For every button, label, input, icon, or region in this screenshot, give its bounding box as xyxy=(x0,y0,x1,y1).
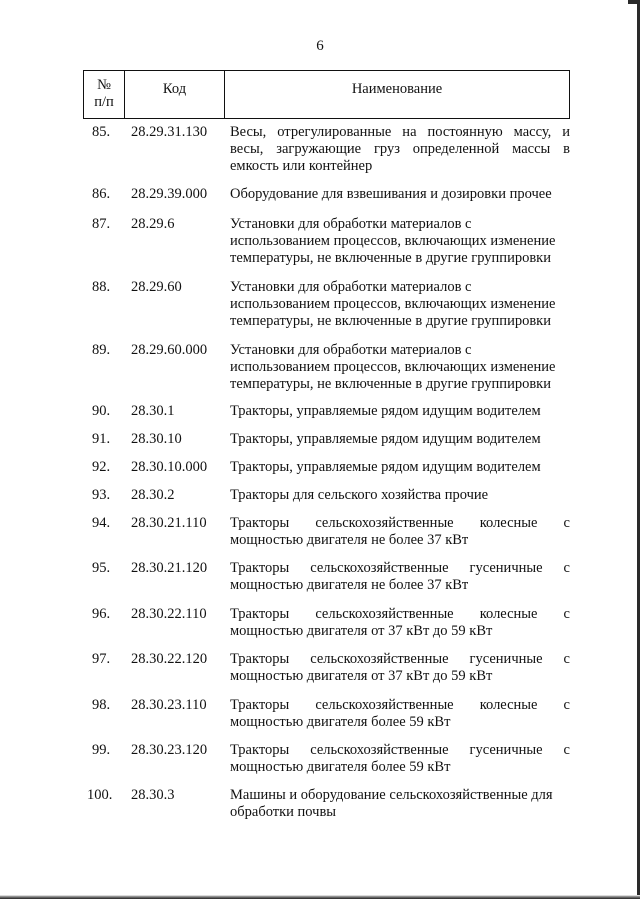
row-name-line: Установки для обработки материалов с xyxy=(230,216,472,232)
row-number: 98. xyxy=(92,697,111,713)
scan-edge-corner xyxy=(628,0,640,4)
row-name-line: мощностью двигателя от 37 кВт до 59 кВт xyxy=(230,668,493,684)
page-number: 6 xyxy=(316,38,324,54)
row-name-line: использованием процессов, включающих изменение xyxy=(230,233,556,249)
table-row xyxy=(0,651,640,685)
table-row xyxy=(0,697,640,731)
header-num xyxy=(84,71,125,118)
row-name xyxy=(230,606,570,640)
row-name xyxy=(230,651,570,685)
row-code: 28.30.21.120 xyxy=(131,560,208,576)
table-row xyxy=(0,279,640,330)
row-name xyxy=(230,216,570,267)
row-number: 95. xyxy=(92,560,111,576)
row-code: 28.30.1 xyxy=(131,403,175,419)
row-code: 28.29.60 xyxy=(131,279,182,295)
row-name-line: мощностью двигателя от 37 кВт до 59 кВт xyxy=(230,623,493,639)
row-name-line: Тракторы для сельского хозяйства прочие xyxy=(230,487,489,503)
table-row xyxy=(0,515,640,549)
row-name-line: Тракторы сельскохозяйственные гусеничные с xyxy=(230,560,570,576)
row-number: 100. xyxy=(87,787,113,803)
row-number: 93. xyxy=(92,487,111,503)
row-number: 94. xyxy=(92,515,111,531)
row-name-line: Весы, отрегулированные на постоянную массу, и xyxy=(230,124,570,140)
row-name-line: Тракторы сельскохозяйственные гусеничные с xyxy=(230,651,570,667)
table-row xyxy=(0,342,640,393)
row-name xyxy=(230,279,570,330)
row-code: 28.30.23.120 xyxy=(131,742,208,758)
row-name xyxy=(230,124,570,175)
table-row xyxy=(0,124,640,175)
row-number: 89. xyxy=(92,342,111,358)
row-number: 97. xyxy=(92,651,111,667)
row-name-line: температуры, не включенные в другие группировки xyxy=(230,313,551,329)
row-name xyxy=(230,342,570,393)
table-row xyxy=(0,606,640,640)
row-name-line: температуры, не включенные в другие группировки xyxy=(230,250,551,266)
row-name-line: мощностью двигателя не более 37 кВт xyxy=(230,577,469,593)
row-name-line: весы, загружающие груз определенной массы в xyxy=(230,141,570,157)
row-name xyxy=(230,487,570,504)
scan-edge-bottom xyxy=(0,895,640,899)
row-number: 92. xyxy=(92,459,111,475)
row-name-line: Установки для обработки материалов с xyxy=(230,279,472,295)
row-code: 28.29.60.000 xyxy=(131,342,208,358)
row-number: 88. xyxy=(92,279,111,295)
row-code: 28.30.2 xyxy=(131,487,175,503)
row-code: 28.30.10.000 xyxy=(131,459,208,475)
table-row xyxy=(0,403,640,420)
row-name-line: Тракторы сельскохозяйственные гусеничные с xyxy=(230,742,570,758)
row-name-line: емкость или контейнер xyxy=(230,158,373,174)
row-number: 90. xyxy=(92,403,111,419)
row-name-line: мощностью двигателя не более 37 кВт xyxy=(230,532,469,548)
row-name xyxy=(230,515,570,549)
row-name xyxy=(230,431,570,448)
row-code: 28.29.31.130 xyxy=(131,124,208,140)
row-code: 28.29.39.000 xyxy=(131,186,208,202)
row-code: 28.30.10 xyxy=(131,431,182,447)
header-num-part: № xyxy=(97,77,111,93)
header-code: Код xyxy=(125,71,225,118)
table-row xyxy=(0,487,640,504)
row-name-line: мощностью двигателя более 59 кВт xyxy=(230,714,451,730)
row-number: 91. xyxy=(92,431,111,447)
row-name xyxy=(230,697,570,731)
row-name-line: Тракторы, управляемые рядом идущим водителем xyxy=(230,459,541,475)
table-row xyxy=(0,560,640,594)
table-row xyxy=(0,186,640,203)
row-name xyxy=(230,459,570,476)
row-name-line: обработки почвы xyxy=(230,804,337,820)
row-name-line: мощностью двигателя более 59 кВт xyxy=(230,759,451,775)
row-name-line: Тракторы, управляемые рядом идущим водителем xyxy=(230,403,541,419)
header-num-part: п/п xyxy=(94,94,114,110)
row-name-line: Тракторы сельскохозяйственные колесные с xyxy=(230,606,570,622)
row-name xyxy=(230,560,570,594)
row-name xyxy=(230,787,570,821)
row-name-line: Оборудование для взвешивания и дозировки прочее xyxy=(230,186,552,202)
header-name: Наименование xyxy=(351,81,443,97)
table-header xyxy=(83,70,570,119)
row-number: 85. xyxy=(92,124,111,140)
row-name xyxy=(230,186,570,203)
row-name-line: Тракторы, управляемые рядом идущим водителем xyxy=(230,431,541,447)
row-number: 86. xyxy=(92,186,111,202)
row-code: 28.29.6 xyxy=(131,216,175,232)
row-code: 28.30.22.110 xyxy=(131,606,207,622)
table-row xyxy=(0,431,640,448)
row-number: 96. xyxy=(92,606,111,622)
table-row xyxy=(0,787,640,821)
table-row xyxy=(0,216,640,267)
row-code: 28.30.22.120 xyxy=(131,651,208,667)
row-code: 28.30.23.110 xyxy=(131,697,207,713)
row-name-line: Машины и оборудование сельскохозяйственные для xyxy=(230,787,553,803)
row-name-line: Установки для обработки материалов с xyxy=(230,342,472,358)
row-name xyxy=(230,403,570,420)
row-name xyxy=(230,742,570,776)
row-name-line: Тракторы сельскохозяйственные колесные с xyxy=(230,515,570,531)
row-code: 28.30.21.110 xyxy=(131,515,207,531)
row-number: 87. xyxy=(92,216,111,232)
row-name-line: использованием процессов, включающих изменение xyxy=(230,359,556,375)
row-name-line: использованием процессов, включающих изменение xyxy=(230,296,556,312)
row-name-line: температуры, не включенные в другие группировки xyxy=(230,376,551,392)
table-row xyxy=(0,459,640,476)
row-number: 99. xyxy=(92,742,111,758)
row-name-line: Тракторы сельскохозяйственные колесные с xyxy=(230,697,570,713)
row-code: 28.30.3 xyxy=(131,787,175,803)
table-row xyxy=(0,742,640,776)
